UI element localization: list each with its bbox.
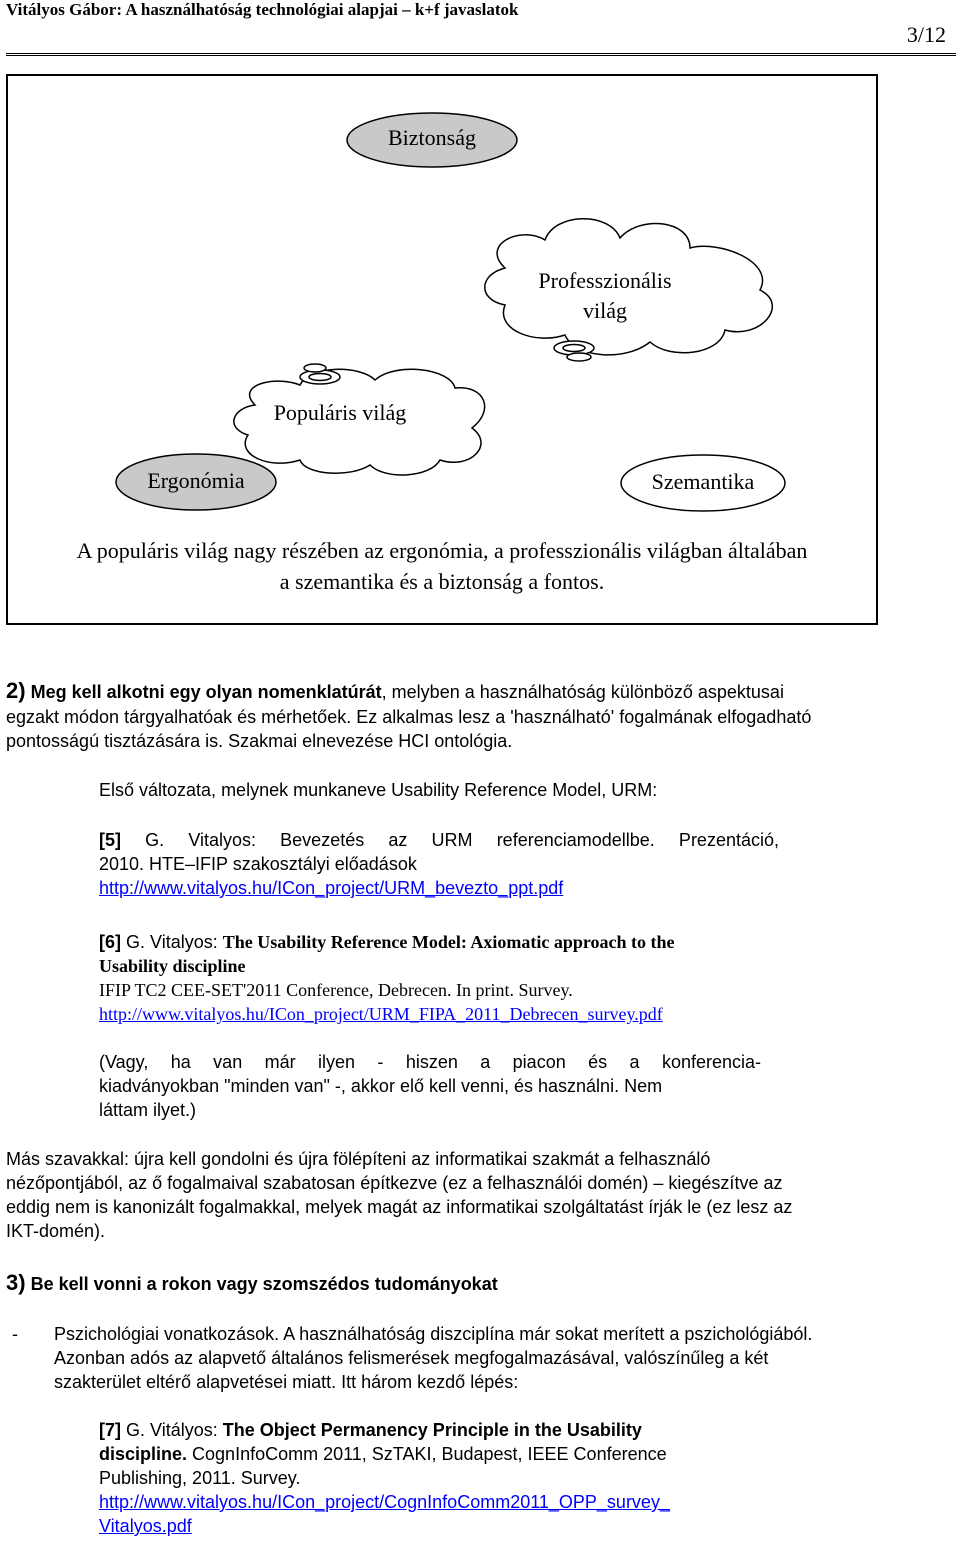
- diagram-caption-line2: a szemantika és a biztonság a fontos.: [279, 569, 605, 594]
- ref6: [99, 930, 859, 1026]
- ref5-line1: G. Vitalyos: Bevezetés az URM referenciamodellbe. Prezentáció,: [145, 830, 779, 850]
- ref7-title-line2: discipline.: [99, 1444, 188, 1464]
- note-line1: (Vagy, ha van már ilyen - hiszen a piacon és a konferencia-: [99, 1052, 761, 1072]
- ref6-venue: IFIP TC2 CEE-SET'2011 Conference, Debrecen. In print. Survey.: [99, 980, 573, 1000]
- ref5-line2: 2010. HTE–IFIP szakosztályi előadások: [99, 854, 417, 874]
- ref7-author: G. Vitályos:: [126, 1420, 223, 1440]
- header-title: Vitályos Gábor: A használhatóság technológiai alapjai – k+f javaslatok: [6, 0, 519, 19]
- section3-heading-line: [6, 1271, 956, 1296]
- ref7: [99, 1418, 919, 1538]
- popularis-label: Populáris világ: [273, 400, 407, 425]
- ref7-link-line2[interactable]: Vitalyos.pdf: [99, 1516, 192, 1536]
- other-words-line1: Más szavakkal: újra kell gondolni és újra fölépíteni az informatikai szakmát a felhasználó: [6, 1149, 711, 1169]
- other-words-line4: IKT-domén).: [6, 1221, 106, 1241]
- section3-number: 3): [6, 1270, 26, 1295]
- ref7-number: [7]: [99, 1420, 121, 1440]
- ref7-link-line1[interactable]: http://www.vitalyos.hu/ICon_project/CognInfoComm2011_OPP_survey_: [99, 1492, 670, 1512]
- page-number: 3/12: [906, 22, 946, 47]
- section2-number: 2): [6, 678, 26, 703]
- biztonsag-label: Biztonság: [388, 125, 476, 150]
- other-words-paragraph: [6, 1147, 956, 1243]
- section3-heading: Be kell vonni a rokon vagy szomszédos tudományokat: [30, 1274, 498, 1294]
- szemantika-label: Szemantika: [651, 469, 755, 494]
- section2-line3: pontosságú tisztázására is. Szakmai elnevezése HCI ontológia.: [6, 731, 513, 751]
- note-line3: láttam ilyet.): [99, 1100, 197, 1120]
- ref6-title-line1: The Usability Reference Model: Axiomatic approach to the: [222, 932, 675, 952]
- first-version-text: Első változata, melynek munkaneve Usability Reference Model, URM:: [99, 780, 658, 800]
- other-words-line3: eddig nem is kanonizált fogalmakkal, melyek magát az informatikai szolgáltatást írják le (ez lesz az: [6, 1197, 793, 1217]
- ref5-number: [5]: [99, 830, 121, 850]
- section2-heading-line: [6, 679, 956, 704]
- note-line2: kiadványokban "minden van" -, akkor elő kell venni, és használni. Nem: [99, 1076, 663, 1096]
- ref7-venue-line1: CognInfoComm 2011, SzTAKI, Budapest, IEEE Conference: [187, 1444, 667, 1464]
- ref5-link[interactable]: http://www.vitalyos.hu/ICon_project/URM_bevezto_ppt.pdf: [99, 878, 564, 898]
- section2-line2: egzakt módon tárgyalhatóak és mérhetőek. Ez alkalmas lesz a 'használható' fogalmának elfogadható: [6, 707, 812, 727]
- ergonomia-label: Ergonómia: [147, 468, 245, 493]
- diagram-caption-line1: A populáris világ nagy részében az ergonómia, a professzionális világban általában: [76, 538, 808, 563]
- professzionalis-label-line2: világ: [583, 298, 627, 323]
- section3-item: [54, 1322, 954, 1394]
- professzionalis-label-line1: Professzionális: [538, 268, 672, 293]
- section3-dash: -: [12, 1324, 18, 1344]
- note-paragraph: [99, 1050, 761, 1122]
- ref6-title-line2: Usability discipline: [99, 956, 246, 976]
- ref5: [99, 828, 779, 900]
- ref7-venue-line2: Publishing, 2011. Survey.: [99, 1468, 301, 1488]
- section3-item-line3: szakterület eltérő alapvetései miatt. Itt három kezdő lépés:: [54, 1372, 519, 1392]
- other-words-line2: nézőpontjából, az ő fogalmaival szabatosan építkezve (ez a felhasználói domén) – kiegészítve az: [6, 1173, 783, 1193]
- section2-line1-rest: , melyben a használhatóság különböző aspektusai: [381, 682, 784, 702]
- ref7-title-line1: The Object Permanency Principle in the Usability: [222, 1420, 642, 1440]
- ref6-link[interactable]: http://www.vitalyos.hu/ICon_project/URM_FIPA_2011_Debrecen_survey.pdf: [99, 1004, 663, 1024]
- ref6-number: [6]: [99, 932, 121, 952]
- ref6-author: G. Vitalyos:: [126, 932, 223, 952]
- section3-item-line2: Azonban adós az alapvető általános felismerések megfogalmazásával, valószínűleg a két: [54, 1348, 769, 1368]
- section2-heading: Meg kell alkotni egy olyan nomenklatúrát: [30, 682, 382, 702]
- section3-item-line1: Pszichológiai vonatkozások. A használhatóság diszciplína már sokat merített a pszichológiából.: [54, 1324, 813, 1344]
